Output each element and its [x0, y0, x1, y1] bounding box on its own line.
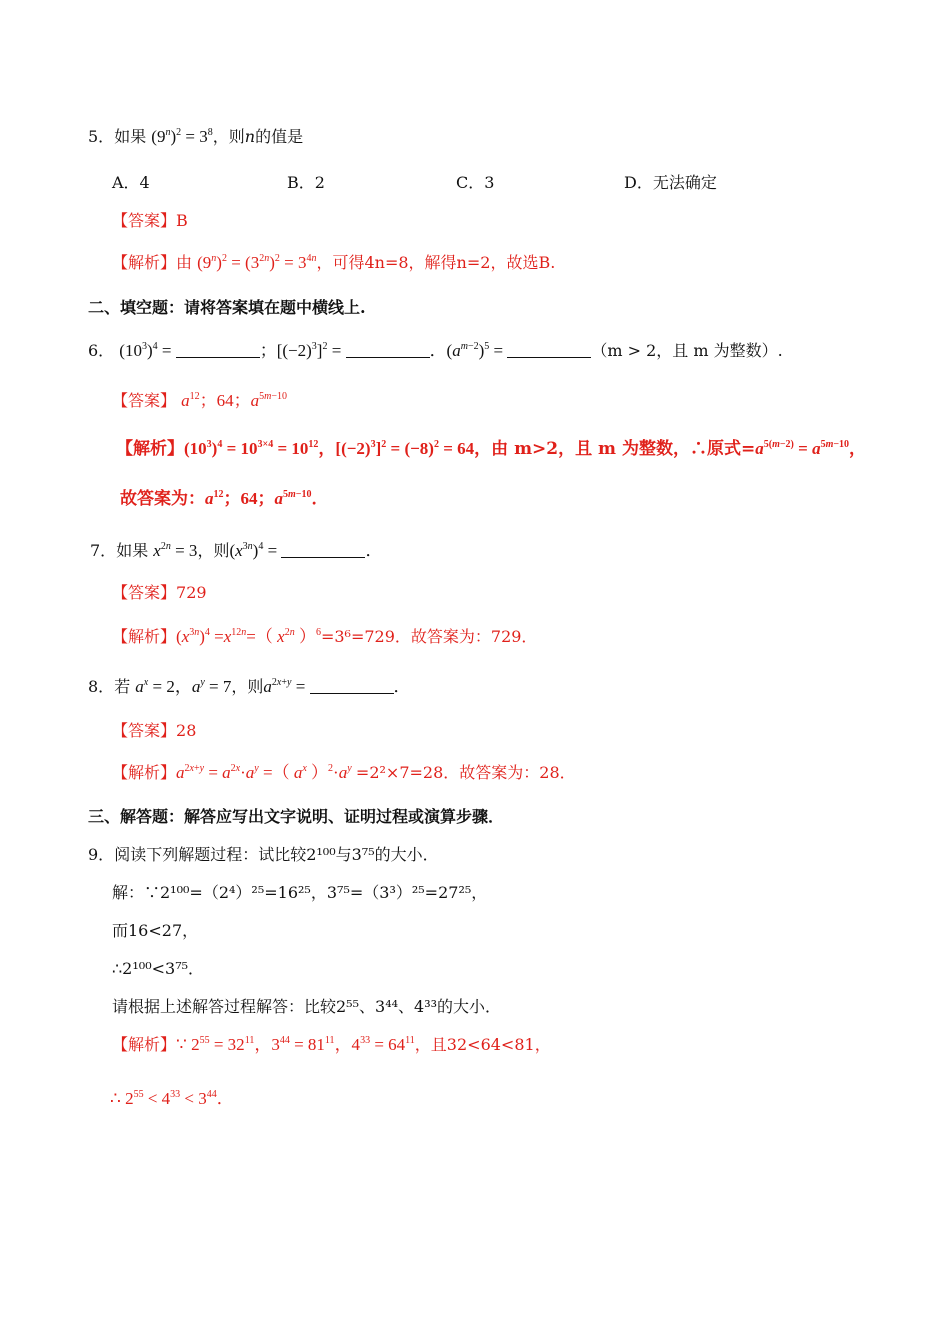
q9-intro: 9．阅读下列解题过程：试比较2¹⁰⁰与3⁷⁵的大小． [88, 845, 439, 864]
q8-answer: 【答案】28 [112, 721, 197, 740]
q5-option-b: B．2 [287, 173, 325, 192]
q6-stem: 6． $(10^3)^4$ = ；$[(-2)^3]^2$ = ．$(a^{m-2})^5 = (m > 2$，且 m 为整数）. [88, 341, 783, 360]
q5-option-d: D．无法确定 [624, 173, 717, 192]
q9-conclusion: ∴ $2^{55} < 4^{33} < 3^{44}$． [110, 1089, 234, 1108]
q6-final: 故答案为：$a^{12}$；64；$a^{5m-10}$． [120, 489, 329, 509]
q8-analysis: 【解析】$a^{2x+y} = a^{2x}\cdot a^y$ =（ $a^x$ ）$^2\cdot a^y =2^2\times 7=28$．故答案为：28． [112, 763, 576, 782]
q5-equation: $(9^n)^2 = 3^8$ [151, 127, 213, 146]
q7-stem: 7．如果 $x^{2n} = 3$，则$(x^{3n})^4$ = ． [90, 541, 383, 560]
q5-option-a: A．4 [112, 173, 150, 192]
q5-stem: 5．如果 $(9^n)^2 = 3^8$，则n的值是 [88, 127, 304, 146]
q5-option-c: C．3 [456, 173, 495, 192]
q6-analysis-equation: $(10^3)^4 = 10^{3\times 4} = 10^{12}$，$[(-2)^3]^2 = (-8)^2 = 64$ [184, 439, 475, 458]
q5-answer: 【答案】B [112, 211, 188, 230]
section3-title: 三、解答题：解答应写出文字说明、证明过程或演算步骤． [88, 807, 505, 826]
q9-solution-line-1: 解：∵2¹⁰⁰=（2⁴）²⁵=16²⁵，3⁷⁵=（3³）²⁵=27²⁵， [112, 883, 488, 902]
q6-blank-1[interactable] [176, 341, 260, 358]
q6-answer: 【答案】 $a^{12}$；64；$a^{5m-10}$ [112, 391, 287, 410]
q7-answer: 【答案】729 [112, 583, 207, 602]
q9-solution-line-2: 而16<27， [112, 921, 199, 940]
q7-blank[interactable] [281, 541, 365, 558]
q9-solution-line-3: ∴2¹⁰⁰<3⁷⁵． [112, 959, 205, 978]
q8-blank[interactable] [310, 677, 394, 694]
q5-analysis-equation: $(9^n)^2 = (3^{2n})^2 = 3^{4n}$ [197, 253, 317, 272]
q7-analysis: 【解析】$(x^{3n})^4 =x^{12n}=$（ $x^{2n}$ ）$^6$=3⁶=729．故答案为：729． [112, 627, 538, 646]
q6-expr-1: $(10^3)^4$ = ；$[(-2)^3]^2$ = ．$(a^{m-2})^5$ = [119, 341, 591, 360]
section2-title: 二、填空题：请将答案填在题中横线上. [88, 298, 366, 317]
q9-task: 请根据上述解答过程解答：比较2⁵⁵、3⁴⁴、4³³的大小． [112, 997, 502, 1016]
q6-blank-2[interactable] [346, 341, 430, 358]
q5-analysis: 【解析】由 $(9^n)^2 = (3^{2n})^2 = 3^{4n}$，可得4n=8，解得n=2，故选B. [112, 253, 556, 272]
q9-analysis: 【解析】∵ $2^{55} = 32^{11}$，$3^{44} = 81^{11}$，$4^{33} = 64^{11}$，且32<64<81， [112, 1035, 551, 1054]
q8-stem: 8．若 $a^x = 2$，$a^y = 7$，则$a^{2x+y}$ = ． [88, 677, 411, 696]
q6-answer-values: $a^{12}$；64；$a^{5m-10}$ [181, 391, 287, 410]
q6-blank-3[interactable] [507, 341, 591, 358]
q6-analysis: 【解析】$(10^3)^4 = 10^{3\times 4} = 10^{12}$，$[(-2)^3]^2 = (-8)^2 = 64$，由 m>2，且 m 为整数，∴原式$=a^{5(m-2)} = a^{5m-10}$， [116, 439, 867, 459]
